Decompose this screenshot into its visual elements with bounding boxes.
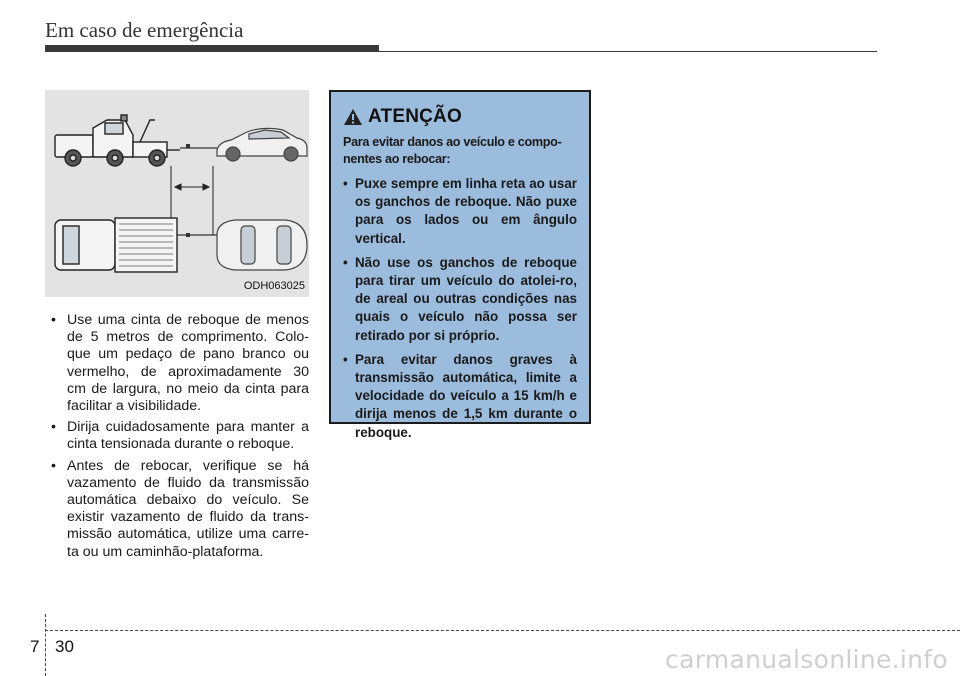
warning-triangle-icon [343, 108, 363, 126]
tow-truck-side-icon [55, 115, 180, 166]
warning-box [329, 90, 591, 440]
header-rule [379, 51, 877, 52]
list-item: • Use uma cinta de reboque de menos de 5 metros de comprimento. Colo-que um pedaço de pano branco ou vermelho, de aproximadamente 30 cm de largura, no meio da cinta para facilitar a visibilidade. [45, 312, 309, 415]
towing-diagram [45, 90, 309, 297]
list-item: • Dirija cuidadosamente para manter a cinta tensionada durante o reboque. [45, 419, 309, 453]
warning-item: • Puxe sempre em linha reta ao usar os ganchos de reboque. Não puxe para os lados ou em ângulo vertical. [343, 175, 577, 248]
figure-code: ODH063025 [243, 280, 305, 292]
page-number: 30 [55, 637, 74, 656]
warning-item: • Não use os ganchos de reboque para tirar um veículo do atolei-ro, de areal ou outras condições nas quais o veículo não possa ser retirado por si próprio. [343, 254, 577, 345]
footer-rule [45, 630, 960, 631]
footer-divider [45, 614, 46, 676]
sedan-side-icon [217, 128, 307, 161]
warning-item: • Para evitar danos graves à transmissão automática, limite a velocidade do veículo a 15 km/h e dirija menos de 1,5 km durante o reboque. [343, 351, 577, 442]
list-item: • Antes de rebocar, verifique se há vazamento de fluido da transmissão automática debaixo do veículo. Se existir vazamento de fluido da trans-missão automática, utilize uma carre-ta ou um caminhão-plataforma. [45, 458, 309, 561]
warning-title: ATENÇÃO [368, 106, 462, 127]
tow-truck-top-icon [55, 218, 177, 272]
towing-illustration [45, 90, 309, 297]
watermark: carmanualsonline.info [665, 645, 948, 674]
sedan-top-icon [217, 220, 307, 270]
warning-intro: Para evitar danos ao veículo e compo-nentes ao rebocar: [343, 135, 562, 166]
header-bar [45, 45, 379, 52]
chapter-number: 7 [30, 637, 40, 656]
warning-list [343, 175, 577, 442]
page-header-title: Em caso de emergência [45, 18, 244, 42]
towing-instructions-list [45, 312, 309, 565]
